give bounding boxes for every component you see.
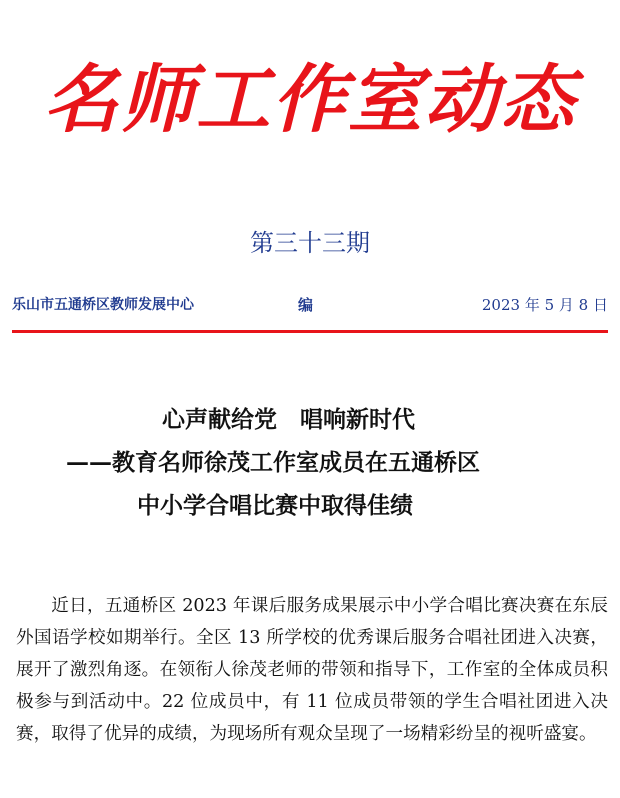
issue-number: 第三十三期	[250, 229, 370, 257]
editor-mark: 编	[298, 296, 314, 314]
newsletter-masthead: 名师工作室动态	[44, 57, 576, 143]
header-divider	[12, 330, 608, 333]
editor-organization: 乐山市五通桥区教师发展中心	[12, 297, 194, 313]
headline-main: 心声献给党 唱响新时代	[162, 406, 415, 433]
editor-line	[12, 292, 608, 318]
headline-subtitle-line2: 中小学合唱比赛中取得佳绩	[137, 492, 413, 519]
issue-date: 2023 年 5 月 8 日	[481, 296, 608, 314]
headline-subtitle-line1: ——教育名师徐茂工作室成员在五通桥区	[66, 449, 480, 476]
article-paragraph: 近日，五通桥区 2023 年课后服务成果展示中小学合唱比赛决赛在东辰外国语学校如期举行。全区 13 所学校的优秀课后服务合唱社团进入决赛，展开了激烈角逐。在领衔人徐茂老师的带领和指导下，工作室的全体成员积极参与到活动中。22 位成员中，有 11 位成员带领的学生合唱社团进入决赛，取得了优异的成绩，为现场所有观众呈现了一场精彩纷呈的视听盛宴。	[16, 595, 608, 744]
